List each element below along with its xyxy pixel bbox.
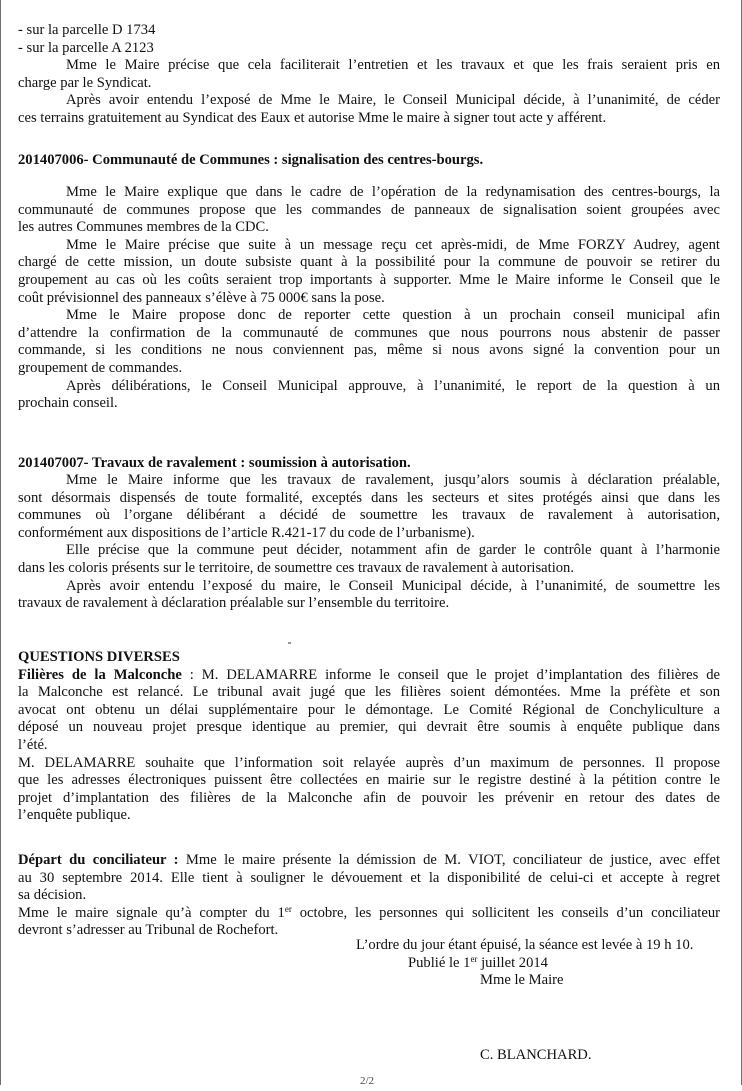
text-line: ces terrains gratuitement au Syndicat des Eaux et autorise Mme le maire à signer tout acte y afférent. — [18, 109, 607, 126]
text-line: que les adresses électroniques puissent être collectées en mairie sur le registre destiné à la pétition contre le — [18, 772, 720, 789]
text-line: conformément aux dispositions de l’article R.421-17 du code de l’urbanisme). — [18, 524, 475, 541]
text-line — [18, 667, 720, 685]
text-line: sont désormais dispensés de toute formalité, exceptés dans les secteurs et sites protégés ainsi que dans les — [18, 489, 720, 506]
text-line: - sur la parcelle D 1734 — [18, 22, 156, 38]
page-border-left — [0, 0, 1, 1085]
section-heading: 201407007- Travaux de ravalement : soumission à autorisation. — [18, 455, 411, 471]
published-date: juillet 2014 — [477, 954, 548, 971]
text-line: communauté de communes propose que les commandes de panneaux de signalisation soient groupées avec — [18, 201, 720, 218]
text-line: coût prévisionnel des panneaux s’élève à 75 000€ sans la pose. — [18, 289, 385, 306]
malconche-label: Filières de la Malconche — [18, 666, 182, 683]
scan-mark — [288, 642, 291, 644]
text-line: d’attendre la confirmation de la communauté de communes que nous pourrons nous abstenir de passer — [18, 324, 720, 341]
text-line: travaux de ravalement à déclaration préalable sur l’ensemble du territoire. — [18, 595, 450, 612]
text-line: Après avoir entendu l’exposé de Mme le Maire, le Conseil Municipal décide, à l’unanimité, de céder — [66, 92, 720, 109]
intro-paragraphs — [18, 22, 720, 128]
text-line — [18, 905, 720, 923]
text-line: la Malconche est relancé. Le tribunal avait jugé que les filières soient démontées. Mme la préfète et son — [18, 684, 720, 701]
closing-line: L’ordre du jour étant épuisé, la séance est levée à 19 h 10. — [356, 937, 694, 953]
text-line: l’enquête publique. — [18, 807, 131, 824]
closing-block — [356, 937, 726, 990]
malconche-first-line: : M. DELAMARRE informe le conseil que le projet d’implantation des filières de — [181, 666, 721, 683]
text-line: Mme le Maire explique que dans le cadre de l’opération de la redynamisation des centres-bourgs, la — [66, 184, 720, 200]
conciliateur-label: Départ du conciliateur : — [18, 852, 179, 868]
text-line: chargé de cette mission, un doute subsiste quant à la possibilité pour la commune de pouvoir se retirer du — [18, 254, 720, 271]
conciliateur-paragraph — [18, 852, 720, 940]
section-201407006-body — [18, 184, 720, 413]
text-line: les autres Communes membres de la CDC. — [18, 219, 269, 236]
text-line: groupement au cas où les coûts seraient trop importants à supporter. Mme le Maire informe le Conseil que le — [18, 271, 720, 288]
text-line: commande, si les conditions ne nous conviennent pas, même si nous avons signé la convention pour un — [18, 342, 720, 359]
text-line: Mme le Maire précise que cela faciliterait l’entretien et les travaux et que les frais seraient pris en — [66, 57, 720, 74]
text-line: communes où l’organe délibérant a décidé de soumettre les travaux de ravalement à autorisation, — [18, 507, 720, 524]
signature-name: C. BLANCHARD. — [480, 1047, 592, 1063]
superscript: er — [470, 953, 478, 964]
text-line: prochain conseil. — [18, 395, 118, 412]
section-201407007-body — [18, 472, 720, 613]
text-line — [18, 852, 720, 870]
signal-text: octobre, les personnes qui sollicitent les conseils d’un conciliateur — [291, 904, 720, 921]
text-line: charge par le Syndicat. — [18, 74, 152, 91]
section-201407007 — [18, 455, 720, 473]
text-line: Elle précise que la commune peut décider, notamment afin de garder le contrôle quant à l’harmonie — [66, 542, 720, 559]
superscript: er — [284, 903, 292, 914]
section-201407006 — [18, 152, 720, 170]
text-line: - sur la parcelle A 2123 — [18, 39, 154, 56]
text-line: projet d’implantation des filières de la Malconche afin de pouvoir les prévenir en retour des dates de — [18, 789, 720, 806]
text-line: avocat ont obtenu un délai supplémentaire pour le démontage. Le Comité Régional de Conchyliculture a — [18, 701, 720, 718]
text-line: groupement de commandes. — [18, 359, 183, 376]
section-heading: QUESTIONS DIVERSES — [18, 649, 180, 665]
text-line: au 30 septembre 2014. Elle tient à souligner le dévouement et la disponibilité de celui-ci et accepte à regret — [18, 869, 720, 886]
text-line: M. DELAMARRE souhaite que l’information soit relayée auprès d’un maximum de personnes. Il propose — [18, 754, 720, 771]
signal-text: Mme le maire signale qu’à compter du 1 — [18, 904, 285, 921]
text-line: devront s’adresser au Tribunal de Rochefort. — [18, 922, 279, 939]
page-number: 2/2 — [360, 1075, 375, 1087]
conciliateur-first-line: Mme le maire présente la démission de M. VIOT, conciliateur de justice, avec effet — [178, 852, 720, 868]
published-text: Publié le 1 — [408, 954, 471, 971]
signatory-title: Mme le Maire — [480, 972, 564, 989]
published-line — [356, 955, 726, 973]
questions-diverses — [18, 649, 720, 825]
text-line: Mme le Maire précise que suite à un message reçu cet après-midi, de Mme FORZY Audrey, agent — [66, 236, 720, 253]
text-line: déposé un nouveau projet presque identique au premier, qui devrait être soumis à enquête publique dans — [18, 719, 720, 736]
text-line: Mme le Maire informe que les travaux de ravalement, jusqu’alors soumis à déclaration préalable, — [66, 472, 720, 488]
text-line: sa décision. — [18, 887, 87, 904]
text-line: Après avoir entendu l’exposé du maire, le Conseil Municipal décide, à l’unanimité, de soumettre les — [66, 577, 720, 594]
text-line: dans les coloris présents sur le territoire, de soumettre ces travaux de ravalement à autorisation. — [18, 559, 574, 576]
text-line: Mme le Maire propose donc de reporter cette question à un prochain conseil municipal afin — [66, 307, 720, 324]
text-line: Après délibérations, le Conseil Municipal approuve, à l’unanimité, le report de la question à un — [66, 377, 720, 394]
text-line: l’été. — [18, 736, 48, 753]
section-heading: 201407006- Communauté de Communes : signalisation des centres-bourgs. — [18, 152, 484, 168]
